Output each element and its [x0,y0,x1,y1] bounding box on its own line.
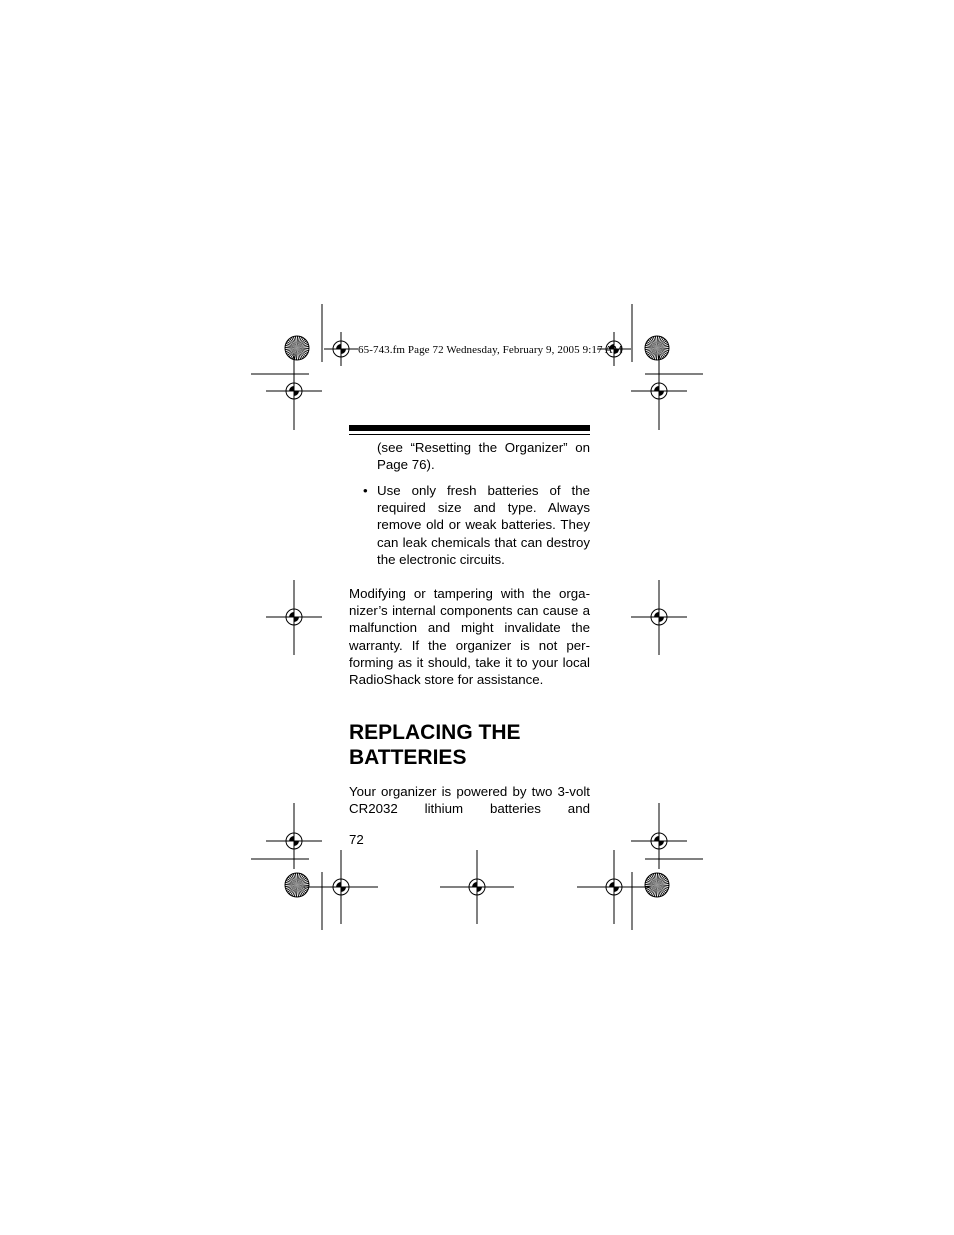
print-header-slug: 65-743.fm Page 72 Wednesday, February 9, 2005 9:17 AM [358,344,623,356]
starburst-target-mark [645,336,669,360]
intro-paragraph: Your organizer is powered by two 3-volt CR2032 lithium batteries and [349,784,590,817]
section-heading [349,720,594,770]
registration-mark [577,850,651,924]
starburst-target-mark [285,873,309,897]
section-heading-line-2: BATTERIES [349,746,467,769]
warning-paragraph: Modifying or tampering with the organizer’s internal components can cause a malfunction and might invalidate the warranty. If the organizer is not performing as it should, take it to your local RadioShack store for assistance. [349,586,590,688]
bullet-text: Use only fresh batteries of the required size and type. Always remove old or weak batteries. They can leak chemicals that can destroy the electronic circuits. [377,483,590,567]
starburst-target-mark [285,336,309,360]
top-thin-rule [349,434,590,435]
section-heading-line-1: REPLACING THE [349,721,521,744]
page-number: 72 [349,832,364,847]
bullet-symbol: • [363,483,368,498]
registration-mark [304,850,378,924]
registration-mark [324,332,358,366]
continued-paragraph: (see “Resetting the Organizer” on Page 76). [377,440,590,473]
starburst-target-mark [645,873,669,897]
top-thick-rule [349,425,590,431]
